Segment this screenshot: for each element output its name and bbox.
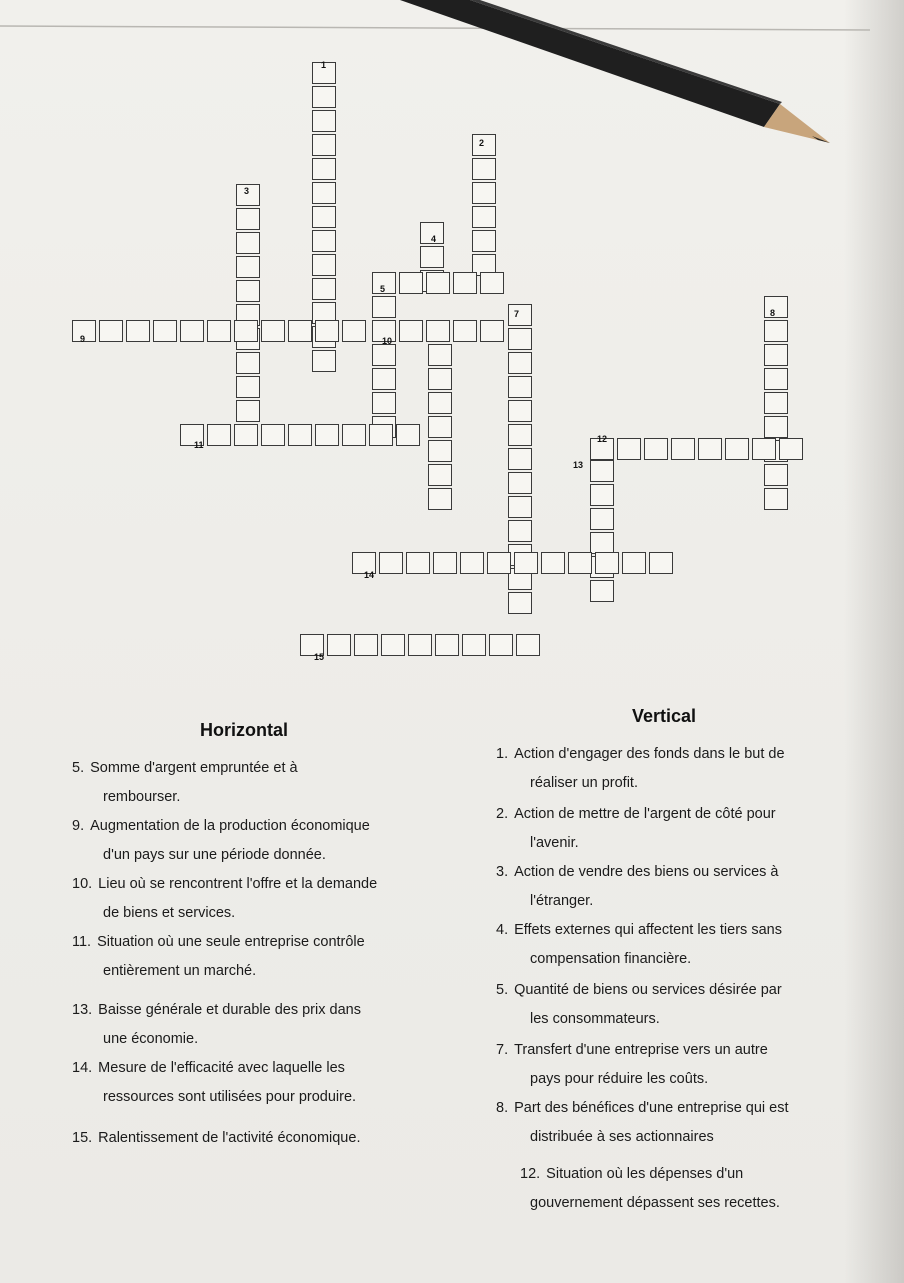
- crossword-cell[interactable]: [435, 634, 459, 656]
- crossword-cell[interactable]: [514, 552, 538, 574]
- crossword-cell[interactable]: [312, 254, 336, 276]
- crossword-cell[interactable]: [312, 350, 336, 372]
- clue-number-label: 15: [314, 652, 325, 662]
- crossword-cell[interactable]: [764, 488, 788, 510]
- crossword-cell[interactable]: [622, 552, 646, 574]
- crossword-cell[interactable]: [472, 182, 496, 204]
- crossword-cell[interactable]: [480, 272, 504, 294]
- crossword-cell[interactable]: [406, 552, 430, 574]
- crossword-cell[interactable]: [372, 344, 396, 366]
- crossword-cell[interactable]: [590, 580, 614, 602]
- crossword-cell[interactable]: [236, 208, 260, 230]
- crossword-cell[interactable]: [180, 320, 204, 342]
- crossword-cell[interactable]: [381, 634, 405, 656]
- crossword-cell[interactable]: [428, 392, 452, 414]
- clue-number-label: 4: [431, 234, 437, 244]
- crossword-cell[interactable]: [595, 552, 619, 574]
- crossword-cell[interactable]: [354, 634, 378, 656]
- clue-number-label: 1: [321, 60, 327, 70]
- crossword-cell[interactable]: [508, 376, 532, 398]
- crossword-cell[interactable]: [315, 320, 339, 342]
- clue-number-label: 10: [382, 336, 393, 346]
- crossword-cell[interactable]: [312, 230, 336, 252]
- crossword-cell[interactable]: [312, 278, 336, 300]
- crossword-cell[interactable]: [590, 532, 614, 554]
- crossword-cell[interactable]: [764, 464, 788, 486]
- crossword-cell[interactable]: [590, 484, 614, 506]
- horizontal-heading: Horizontal: [200, 720, 288, 740]
- crossword-cell[interactable]: [617, 438, 641, 460]
- crossword-cell[interactable]: [453, 272, 477, 294]
- crossword-cell[interactable]: [207, 424, 231, 446]
- clue-number-label: 14: [364, 570, 375, 580]
- crossword-cell[interactable]: [764, 320, 788, 342]
- crossword-cell[interactable]: [764, 296, 788, 318]
- clue-vertical-5: 5. Quantité de biens ou services désirée par les consommateurs.: [496, 982, 782, 1027]
- crossword-cell[interactable]: [649, 552, 673, 574]
- crossword-cell[interactable]: [428, 344, 452, 366]
- crossword-cell[interactable]: [644, 438, 668, 460]
- clue-number-label: 13: [573, 460, 584, 470]
- crossword-cell[interactable]: [312, 182, 336, 204]
- clue-horizontal-11: 11. Situation où une seule entreprise contrôle entièrement un marché.: [72, 934, 365, 979]
- crossword-cell[interactable]: [487, 552, 511, 574]
- crossword-cell[interactable]: [590, 460, 614, 482]
- crossword-cell[interactable]: [342, 424, 366, 446]
- crossword-cell[interactable]: [372, 392, 396, 414]
- crossword-cell[interactable]: [236, 400, 260, 422]
- crossword-cell[interactable]: [453, 320, 477, 342]
- clue-vertical-12: 12. Situation où les dépenses d'un gouvernement dépassent ses recettes.: [520, 1166, 780, 1211]
- crossword-cell[interactable]: [428, 440, 452, 462]
- clue-horizontal-5: 5. Somme d'argent empruntée et à rembourser.: [72, 760, 298, 805]
- clue-horizontal-15: 15. Ralentissement de l'activité économique.: [72, 1130, 361, 1146]
- crossword-cell[interactable]: [779, 438, 803, 460]
- crossword-cell[interactable]: [472, 230, 496, 252]
- crossword-cell[interactable]: [480, 320, 504, 342]
- crossword-cell[interactable]: [372, 368, 396, 390]
- clue-number-label: 12: [597, 434, 608, 444]
- crossword-cell[interactable]: [752, 438, 776, 460]
- crossword-cell[interactable]: [725, 438, 749, 460]
- clue-number-label: 7: [514, 309, 520, 319]
- crossword-cell[interactable]: [428, 488, 452, 510]
- crossword-cell[interactable]: [207, 320, 231, 342]
- clue-number-label: 8: [770, 308, 776, 318]
- crossword-cell[interactable]: [698, 438, 722, 460]
- crossword-cell[interactable]: [508, 472, 532, 494]
- crossword-cell[interactable]: [288, 320, 312, 342]
- clue-number-label: 2: [479, 138, 485, 148]
- crossword-cell[interactable]: [342, 320, 366, 342]
- crossword-cell[interactable]: [508, 496, 532, 518]
- clue-horizontal-10: 10. Lieu où se rencontrent l'offre et la demande de biens et services.: [72, 876, 378, 921]
- clue-vertical-7: 7. Transfert d'une entreprise vers un autre pays pour réduire les coûts.: [496, 1042, 768, 1087]
- crossword-cell[interactable]: [236, 256, 260, 278]
- clue-vertical-2: 2. Action de mettre de l'argent de côté pour l'avenir.: [496, 806, 776, 851]
- crossword-cell[interactable]: [99, 320, 123, 342]
- crossword-cell[interactable]: [236, 232, 260, 254]
- crossword-cell[interactable]: [671, 438, 695, 460]
- crossword-cell[interactable]: [379, 552, 403, 574]
- crossword-cell[interactable]: [508, 520, 532, 542]
- clue-horizontal-13: 13. Baisse générale et durable des prix dans une économie.: [72, 1002, 361, 1047]
- crossword-cell[interactable]: [236, 352, 260, 374]
- crossword-cell[interactable]: [764, 344, 788, 366]
- crossword-cell[interactable]: [288, 424, 312, 446]
- crossword-cell[interactable]: [372, 296, 396, 318]
- crossword-cell[interactable]: [426, 320, 450, 342]
- crossword-cell[interactable]: [764, 368, 788, 390]
- crossword-cell[interactable]: [428, 464, 452, 486]
- clue-vertical-1: 1. Action d'engager des fonds dans le but de réaliser un profit.: [496, 746, 785, 791]
- crossword-cell[interactable]: [327, 634, 351, 656]
- crossword-cell[interactable]: [153, 320, 177, 342]
- crossword-cell[interactable]: [764, 392, 788, 414]
- crossword-cell[interactable]: [428, 368, 452, 390]
- crossword-cell[interactable]: [508, 448, 532, 470]
- clue-horizontal-9: 9. Augmentation de la production économique d'un pays sur une période donnée.: [72, 818, 370, 863]
- crossword-cell[interactable]: [315, 424, 339, 446]
- crossword-cell[interactable]: [508, 400, 532, 422]
- crossword-cell[interactable]: [508, 424, 532, 446]
- crossword-cell[interactable]: [126, 320, 150, 342]
- crossword-cell[interactable]: [396, 424, 420, 446]
- clue-horizontal-14: 14. Mesure de l'efficacité avec laquelle les ressources sont utilisées pour produire.: [72, 1060, 357, 1105]
- crossword-cell[interactable]: [312, 206, 336, 228]
- clue-number-label: 3: [244, 186, 250, 196]
- crossword-cell[interactable]: [399, 320, 423, 342]
- crossword-cell[interactable]: [426, 272, 450, 294]
- crossword-cell[interactable]: [408, 634, 432, 656]
- crossword-cell[interactable]: [234, 320, 258, 342]
- crossword-cell[interactable]: [236, 280, 260, 302]
- crossword-cell[interactable]: [508, 592, 532, 614]
- crossword-cell[interactable]: [312, 158, 336, 180]
- crossword-cell[interactable]: [261, 320, 285, 342]
- crossword-cell[interactable]: [489, 634, 513, 656]
- crossword-cell[interactable]: [420, 246, 444, 268]
- crossword-cell[interactable]: [261, 424, 285, 446]
- clue-vertical-4: 4. Effets externes qui affectent les tiers sans compensation financière.: [496, 922, 782, 967]
- clue-number-label: 5: [380, 284, 386, 294]
- crossword-cell[interactable]: [764, 416, 788, 438]
- crossword-cell[interactable]: [508, 352, 532, 374]
- crossword-cell[interactable]: [472, 158, 496, 180]
- crossword-cell[interactable]: [399, 272, 423, 294]
- crossword-cell[interactable]: [234, 424, 258, 446]
- pencil-image: [0, 0, 904, 160]
- crossword-cell[interactable]: [508, 328, 532, 350]
- crossword-cell[interactable]: [462, 634, 486, 656]
- crossword-cell[interactable]: [369, 424, 393, 446]
- crossword-cell[interactable]: [568, 552, 592, 574]
- clue-vertical-8: 8. Part des bénéfices d'une entreprise qui est distribuée à ses actionnaires: [496, 1100, 789, 1145]
- crossword-cell[interactable]: [433, 552, 457, 574]
- clue-number-label: 11: [194, 440, 204, 450]
- crossword-cell[interactable]: [472, 206, 496, 228]
- clue-vertical-3: 3. Action de vendre des biens ou services à l'étranger.: [496, 864, 779, 909]
- crossword-cell[interactable]: [508, 304, 532, 326]
- crossword-cell[interactable]: [516, 634, 540, 656]
- crossword-cell[interactable]: [428, 416, 452, 438]
- crossword-cell[interactable]: [236, 376, 260, 398]
- vertical-heading: Vertical: [632, 706, 697, 726]
- crossword-cell[interactable]: [541, 552, 565, 574]
- clue-number-label: 9: [80, 334, 86, 344]
- crossword-cell[interactable]: [460, 552, 484, 574]
- crossword-cell[interactable]: [590, 508, 614, 530]
